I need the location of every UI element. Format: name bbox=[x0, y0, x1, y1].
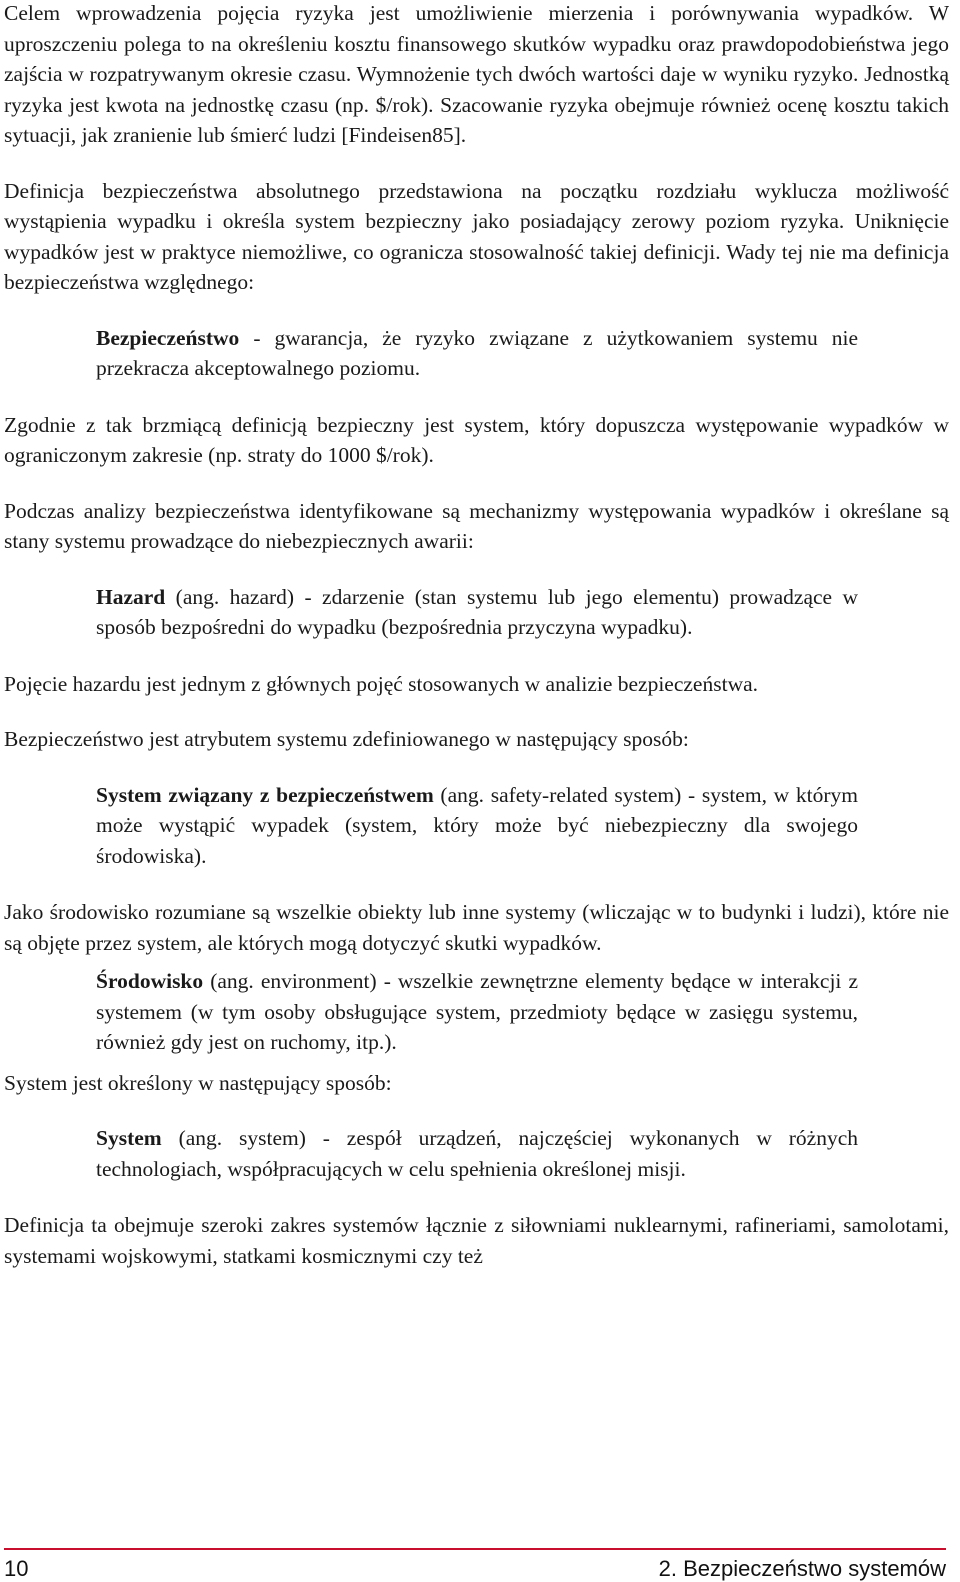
page-number: 10 bbox=[4, 1556, 29, 1581]
definition-term: System bbox=[96, 1126, 162, 1150]
definition-text: (ang. safety-related system) - system, w którym może wystąpić wypadek (system, który może być niebezpieczny dla swojego środowiska). bbox=[96, 782, 858, 868]
definition-term: Środowisko bbox=[96, 969, 204, 993]
paragraph-risk: Celem wprowadzenia pojęcia ryzyka jest umożliwienie mierzenia i porównywania wypadków. W uproszczeniu polega to na określeniu kosztu finansowego skutków wypadku oraz prawdopodobieństwa jego zajścia w rozpatrywanym okresie czasu. Wymnożenie tych dwóch wartości daje w wyniku ryzyko. Jednostką ryzyka jest kwota na jednostkę czasu (np. $/rok). Szacowanie ryzyka obejmuje również ocenę kosztu takich sytuacji, jak zranienie lub śmierć ludzi [Findeisen85]. bbox=[4, 1, 949, 147]
footer-rule bbox=[4, 1548, 946, 1550]
definition-term: System związany z bezpieczeństwem bbox=[96, 782, 434, 807]
definition-safety-related-system bbox=[4, 780, 858, 872]
paragraph-definition-scope: Definicja ta obejmuje szeroki zakres systemów łącznie z siłowniami nuklearnymi, rafineriami, samolotami, systemami wojskowymi, statkami kosmicznymi czy też bbox=[4, 1213, 949, 1268]
definition-system bbox=[4, 1123, 858, 1184]
definition-environment bbox=[4, 966, 858, 1058]
paragraph-system-intro: System jest określony w następujący sposób: bbox=[4, 1070, 392, 1095]
paragraph-safe-system: Zgodnie z tak brzmiącą definicją bezpieczny jest system, który dopuszcza występowanie wypadków w ograniczonym zakresie (np. straty do 1000 $/rok). bbox=[4, 412, 949, 467]
definition-safety bbox=[4, 323, 858, 384]
page-footer bbox=[4, 1556, 946, 1582]
page-body bbox=[4, 0, 949, 1296]
definition-text: (ang. system) - zespół urządzeń, najczęściej wykonanych w różnych technologiach, współpracujących w celu spełnienia określonej misji. bbox=[96, 1126, 858, 1181]
definition-term: Hazard bbox=[96, 584, 166, 609]
definition-text: - gwarancja, że ryzyko związane z użytkowaniem systemu nie przekracza akceptowalnego poziomu. bbox=[96, 325, 858, 380]
definition-hazard bbox=[4, 582, 858, 643]
definition-term: Bezpieczeństwo bbox=[96, 325, 240, 350]
chapter-title: 2. Bezpieczeństwo systemów bbox=[658, 1556, 946, 1581]
definition-text: (ang. environment) - wszelkie zewnętrzne elementy będące w interakcji z systemem (w tym osoby obsługujące system, przedmioty będące w zasięgu systemu, również gdy jest on ruchomy, itp.). bbox=[96, 969, 858, 1054]
paragraph-absolute-safety: Definicja bezpieczeństwa absolutnego przedstawiona na początku rozdziału wyklucza możliwość wystąpienia wypadku i określa system bezpieczny jako posiadający zerowy poziom ryzyka. Uniknięcie wypadków jest w praktyce niemożliwe, co ogranicza stosowalność takiej definicji. Wady tej nie ma definicja bezpieczeństwa względnego: bbox=[4, 178, 949, 294]
paragraph-safety-attribute: Bezpieczeństwo jest atrybutem systemu zdefiniowanego w następujący sposób: bbox=[4, 727, 689, 751]
definition-text: (ang. hazard) - zdarzenie (stan systemu lub jego elementu) prowadzące w sposób bezpośredni do wypadku (bezpośrednia przyczyna wypadku). bbox=[96, 584, 858, 639]
paragraph-environment-scope: Jako środowisko rozumiane są wszelkie obiekty lub inne systemy (wliczając w to budynki i ludzi), które nie są objęte przez system, ale których mogą dotyczyć skutki wypadków. bbox=[4, 900, 949, 955]
paragraph-safety-analysis: Podczas analizy bezpieczeństwa identyfikowane są mechanizmy występowania wypadków i określane są stany systemu prowadzące do niebezpiecznych awarii: bbox=[4, 498, 949, 553]
paragraph-hazard-concept: Pojęcie hazardu jest jednym z głównych pojęć stosowanych w analizie bezpieczeństwa. bbox=[4, 671, 759, 696]
